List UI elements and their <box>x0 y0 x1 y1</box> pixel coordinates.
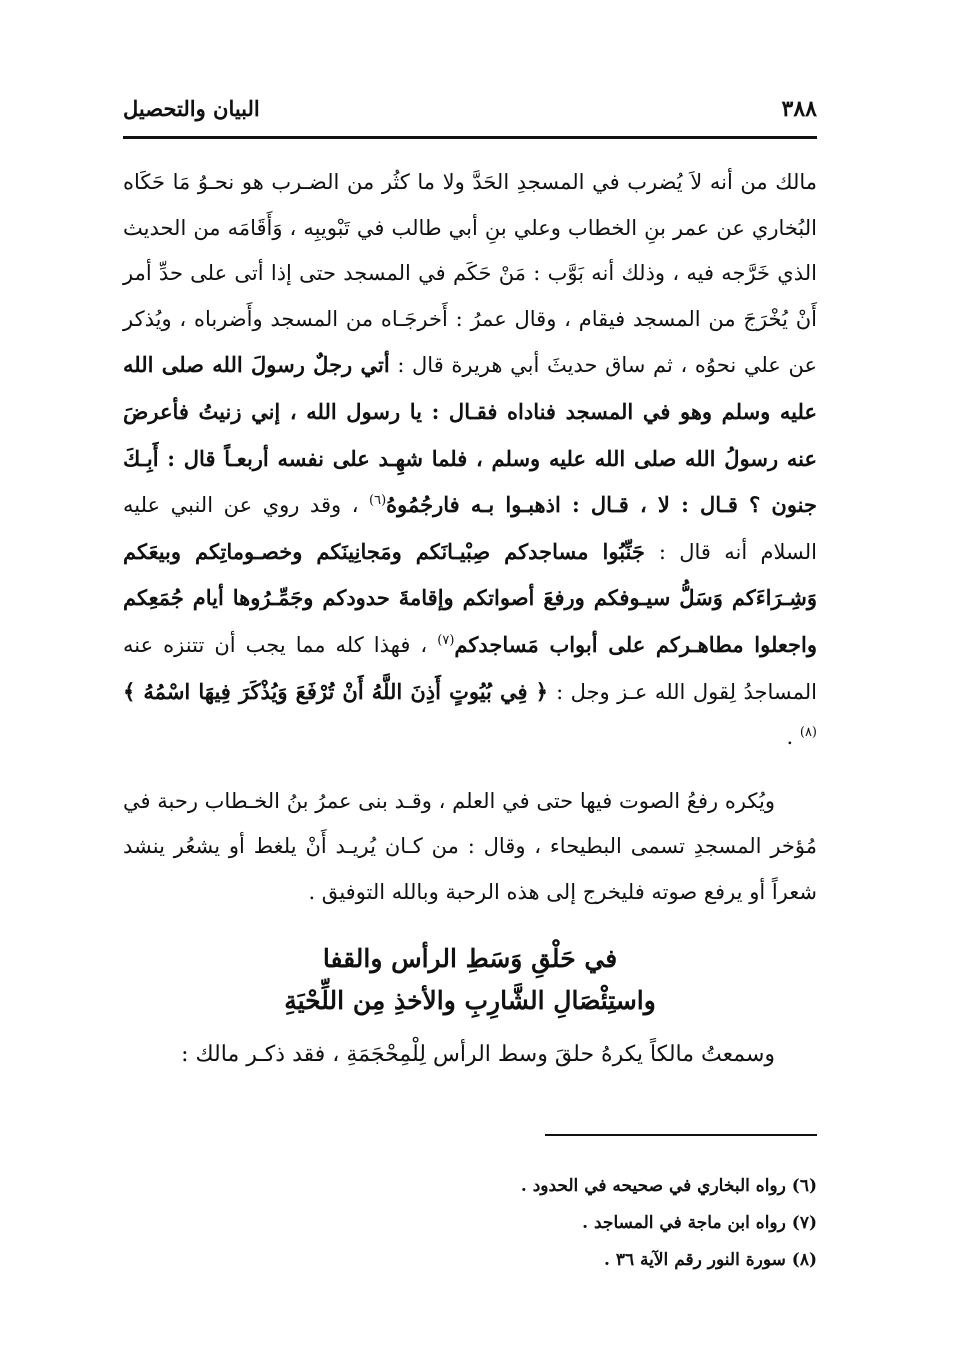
running-title: البيان والتحصيل <box>123 96 260 121</box>
paragraph-1-text-b: ، وقد روي عن النبي عليه السلام أنه قال : <box>123 493 817 564</box>
paragraph-1-text-c: ، فهذا كله مما يجب أن تتنزه عنه المساجدُ لِقول الله عـز وجل : <box>123 632 817 704</box>
paragraph-2: ويُكره رفعُ الصوت فيها حتى في العلم ، وقـد بنى عمرُ بنُ الخـطاب رحبة في مُؤخر المسجدِ تسمى البطيحاء ، وقال : من كـان يُريـد أَنْ يلغط أو يشعُر ينشد شعراً أو يرفع صوته فليخرج إلى هذه الرحبة وبالله التوفيق . <box>123 788 817 904</box>
footnote-6: (٦) رواه البخاري في صحيحه في الحدود . <box>520 1176 817 1196</box>
footnote-ref-8: (٨) <box>799 725 817 741</box>
hadith-text-1: أتي رجلٌ رسولَ الله صلى الله عليه وسلم وهو في المسجد فناداه فقـال : يا رسول الله ، إني زنيتُ فأعرضَ عنه رسولُ الله صلى الله عليه وسلم ، فلما شهِـد على نفسه أربعـاً قال : أَبِـكَ جنون ؟ قـال : لا ، قـال : اذهبـوا بـه فارجُمُوهُ <box>123 352 817 518</box>
quran-verse: ﴿ فِي بُيُوتٍ أَذِنَ اللَّهُ أَنْ تُرْفَعَ وَيُذْكَرَ فِيهَا اسْمُهُ ﴾ <box>123 678 557 704</box>
paragraph-1-end: . <box>786 725 800 750</box>
footnote-ref-6: (٦) <box>369 493 387 509</box>
page-header <box>123 96 817 132</box>
footnote-ref-7: (٧) <box>437 632 455 648</box>
hadith-text-2: جَنِّبُوا مساجدكم صِبْيـانَكم ومَجانِينَكم وخصـوماتِكم وبيعَكم وَشِـرَاءَكم وَسَلُّ سيـوفكم ورفعَ أصواتكم وإقامةَ حدودكم وجَمِّـرُوها أيام جُمَعِكم واجعلوا مطاهـركم على أبواب مَساجدكم <box>123 538 818 657</box>
section-heading-line-2: واستِئْصَالِ الشَّارِبِ والأخذِ مِن اللِّحْيَةِ <box>284 985 656 1015</box>
paragraph-1 <box>123 160 817 761</box>
footnote-7: (٧) رواه ابن ماجة في المساجد . <box>582 1213 817 1233</box>
header-rule <box>123 136 817 139</box>
main-text <box>123 160 817 1078</box>
section-heading <box>123 938 817 1022</box>
section-heading-line-1: في حَلْقِ وَسَطِ الرأس والقفا <box>322 943 618 973</box>
paragraph-3: وسمعتُ مالكاً يكرهُ حلقَ وسط الرأس لِلْمِحْجَمَةِ ، فقد ذكـر مالك : <box>181 1041 775 1067</box>
footnotes <box>123 1168 817 1279</box>
footnote-rule <box>545 1134 817 1136</box>
page-number: ٣٨٨ <box>781 96 817 122</box>
footnote-8: (٨) سورة النور رقم الآية ٣٦ . <box>603 1250 817 1270</box>
paragraph-1-text-a: مالك من أنه لاَ يُضرب في المسجدِ الحَدَّ ولا ما كثُر من الضـرب هو نحـوُ مَا حَكَاه البُخاري عن عمر بنِ الخطاب وعلي بنِ أبي طالب في تَبْويبِه ، وَأَقَامَه من الحديث الذي خَرَّجه فيه ، وذلك أنه بَوَّب : مَنْ حَكَم في المسجد حتى إذا أتى على حدِّ أمر أَنْ يُخْرَجَ من المسجد فيقام ، وقال عمرُ : أَخرجَـاه من المسجد وأَضرباه ، ويُذكر عن علي نحوُه ، ثم ساق حديثَ أبي هريرة قال : <box>123 170 817 378</box>
